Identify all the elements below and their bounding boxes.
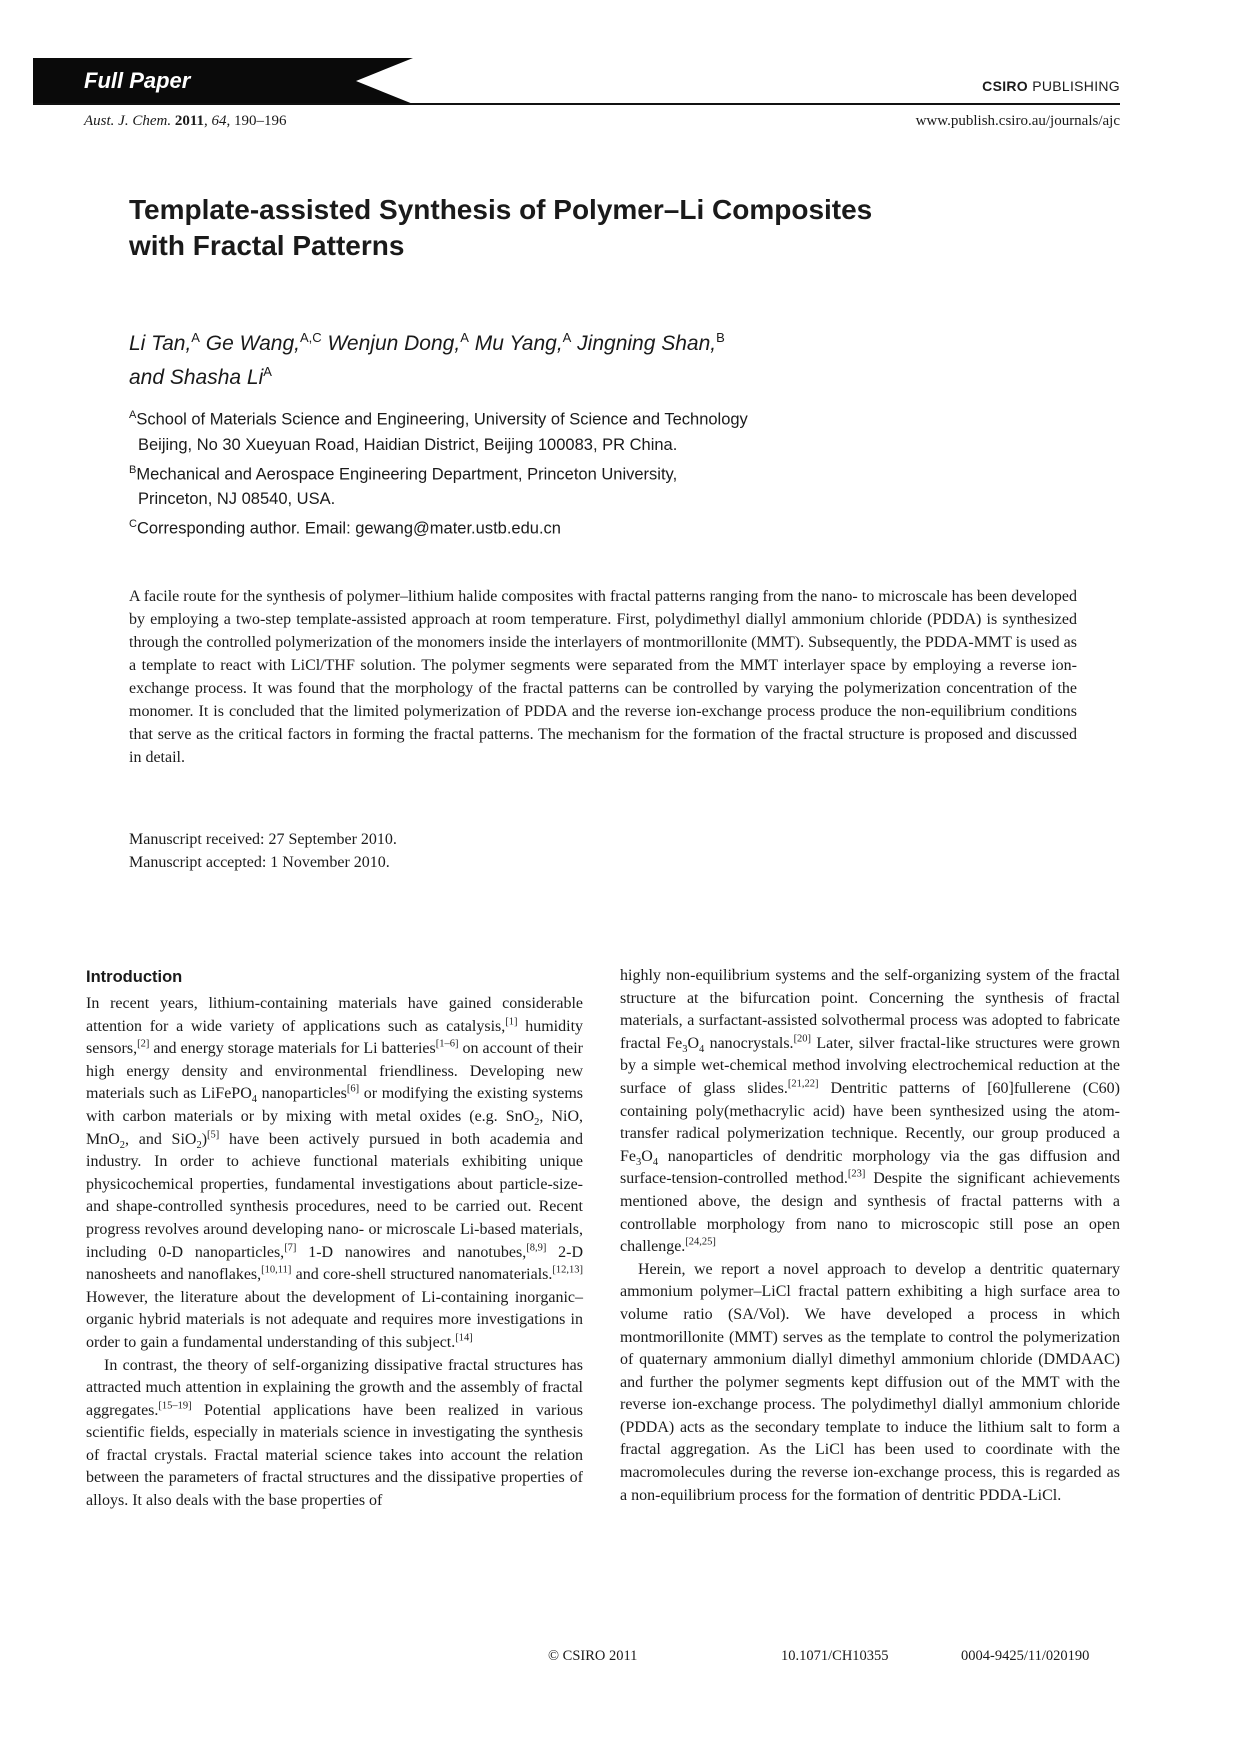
publisher-name xyxy=(982,78,1120,94)
author-affiliation: A xyxy=(191,330,200,345)
manuscript-received: Manuscript received: 27 September 2010. xyxy=(129,831,397,848)
authors-line-1 xyxy=(129,324,1029,358)
citation: Aust. J. Chem. 2011, 64, 190–196 xyxy=(84,113,287,129)
affiliation-marker: C xyxy=(129,518,137,530)
manuscript-dates xyxy=(129,828,397,874)
author-name: Jingning Shan, xyxy=(577,332,717,355)
manuscript-accepted: Manuscript accepted: 1 November 2010. xyxy=(129,854,390,871)
affiliation-text: School of Materials Science and Engineering, University of Science and Technology xyxy=(136,410,748,429)
authors-line-2 xyxy=(129,358,1029,392)
section-heading-introduction: Introduction xyxy=(86,968,183,986)
author-affiliation: A xyxy=(263,364,272,379)
paragraph: highly non-equilibrium systems and the self-organizing system of the fractal structure at the bifurcation point. Concerning the synthesis of fractal materials, a surfactant-assisted solvothermal process was adopted to fabricate fractal $Fe_3O_4$ nanocrystals.[20] Later, silver fractal-like structures were grown by a simple wet-chemical method involving electrochemical reduction at the surface of glass slides.[21,22] Dentritic patterns of [60]fullerene (C60) containing poly(methacrylic acid) have been synthesized using the atom-transfer radical polymerization technique. Recently, our group produced a $Fe_3O_4$ nanoparticles of dendritic morphology via the gas diffusion and surface-tension-controlled method.[23] Despite the significant achievements mentioned above, the design and synthesis of fractal patterns with a controllable morphology from nano to microscopic still pose an open challenge.[24,25] xyxy=(620,967,1121,1256)
author-affiliation: A xyxy=(460,330,469,345)
affiliation-a-cont: Beijing, No 30 Xueyuan Road, Haidian District, Beijing 100083, PR China. xyxy=(138,435,678,454)
author-affiliation: A xyxy=(562,330,572,345)
body-column-right xyxy=(620,965,1120,1507)
author-name: and Shasha Li xyxy=(129,366,264,389)
abstract: A facile route for the synthesis of polymer–lithium halide composites with fractal patterns ranging from the nano- to microscale has been developed by employing a two-step template-assisted approach at room temperature. First, polydimethyl diallyl ammonium chloride (PDDA) is synthesized through the controlled polymerization of the monomers inside the interlayers of montmorillonite (MMT). Subsequently, the PDDA-MMT is used as a template to react with LiCl/THF solution. The polymer segments were separated from the MMT interlayer space by employing a reverse ion-exchange process. It was found that the morphology of the fractal patterns can be controlled by varying the polymerization concentration of the monomer. It is concluded that the limited polymerization of PDDA and the reverse ion-exchange process produce the non-equilibrium conditions that serve as the critical factors in forming the fractal patterns. The mechanism for the formation of the fractal structure is proposed and discussed in detail. xyxy=(129,588,1077,766)
affiliation-text: Corresponding author. Email: gewang@mater.ustb.edu.cn xyxy=(136,519,561,538)
affiliation-a xyxy=(129,403,1029,433)
paragraph: In recent years, lithium-containing materials have gained considerable attention for a wide variety of applications such as catalysis,[1] humidity sensors,[2] and energy storage materials for Li batteries[1–6] on account of their high energy density and environmental friendliness. Developing new materials such as LiFePO$_4$ nanoparticles[6] or modifying the existing systems with carbon materials or by mixing with metal oxides (e.g. SnO$_2$, NiO, MnO$_2$, and SiO$_2$)[5] have been actively pursued in both academia and industry. In order to achieve functional materials exhibiting unique physicochemical properties, fundamental investigations about particle-size- and shape-controlled synthesis procedures, need to be carried out. Recent progress revolves around developing nano- or microscale Li-based materials, including 0-D nanoparticles,[7] 1-D nanowires and nanotubes,[8,9] 2-D nanosheets and nanoflakes,[10,11] and core-shell structured nanomaterials.[12,13] However, the literature about the development of Li-containing inorganic–organic hybrid materials is not adequate and requires more investigations in order to gain a fundamental understanding of this subject.[14] xyxy=(86,995,584,1351)
title-line-2: with Fractal Patterns xyxy=(129,230,405,261)
affiliation-marker: A xyxy=(129,409,137,421)
body-column-left xyxy=(86,965,583,1513)
paragraph: Herein, we report a novel approach to develop a dentritic quaternary ammonium polymer–LiCl fractal pattern exhibiting a high surface area to volume ratio (SA/Vol). We have developed a process in which montmorillonite (MMT) serves as the template to control the polymerization of quaternary ammonium diallyl dimethyl ammonium chloride (DMDAAC) and further the polymer segments kept diffusion out of the MMT with the reverse ion-exchange process. The polydimethyl diallyl ammonium chloride (PDDA) acts as the secondary template to induce the lithium salt to form a fractal aggregation. As the LiCl has been used to coordinate with the macromolecules during the reverse ion-exchange process, this is regarded as a non-equilibrium process for the formation of dentritic PDDA-LiCl. xyxy=(620,1260,1120,1504)
author-affiliation: A,C xyxy=(299,330,322,345)
footer-doi[interactable]: 10.1071/CH10355 xyxy=(781,1648,889,1664)
author-name: Li Tan, xyxy=(129,332,192,355)
author-affiliation: B xyxy=(716,330,725,345)
title-line-1: Template-assisted Synthesis of Polymer–Li Composites xyxy=(129,194,873,225)
affiliations xyxy=(129,403,1029,542)
affiliation-marker: B xyxy=(129,463,137,476)
author-name: Wenjun Dong, xyxy=(327,332,461,355)
footer-issn: 0004-9425/11/020190 xyxy=(961,1648,1090,1664)
footer-copyright: © CSIRO 2011 xyxy=(548,1648,638,1664)
citation-year: 2011 xyxy=(174,113,205,129)
article-type-label: Full Paper xyxy=(84,68,191,93)
corresponding-author xyxy=(129,512,1029,542)
author-name: Ge Wang, xyxy=(205,332,300,355)
publisher-rest: PUBLISHING xyxy=(1028,78,1120,94)
citation-journal: Aust. J. Chem. xyxy=(84,113,172,129)
author-name: Mu Yang, xyxy=(474,332,563,355)
author-list xyxy=(129,324,1029,392)
affiliation-b xyxy=(129,458,1029,488)
publisher-bold: CSIRO xyxy=(982,78,1028,94)
paragraph: In contrast, the theory of self-organizing dissipative fractal structures has attracted much attention in explaining the growth and the assembly of fractal aggregates.[15–19] Potential applications have been realized in various scientific fields, especially in materials science in investigating the synthesis of fractal crystals. Fractal material science takes into account the relation between the parameters of fractal structures and the dissipative properties of alloys. It also deals with the base properties of xyxy=(86,1356,583,1510)
header-rule xyxy=(33,103,1120,105)
citation-volume: 64 xyxy=(211,113,227,129)
paper-title xyxy=(129,192,1029,264)
affiliation-text: Mechanical and Aerospace Engineering Department, Princeton University, xyxy=(136,465,678,483)
journal-url[interactable]: www.publish.csiro.au/journals/ajc xyxy=(915,113,1120,129)
citation-pages: , 190–196 xyxy=(226,113,287,129)
affiliation-b-cont: Princeton, NJ 08540, USA. xyxy=(138,490,336,508)
